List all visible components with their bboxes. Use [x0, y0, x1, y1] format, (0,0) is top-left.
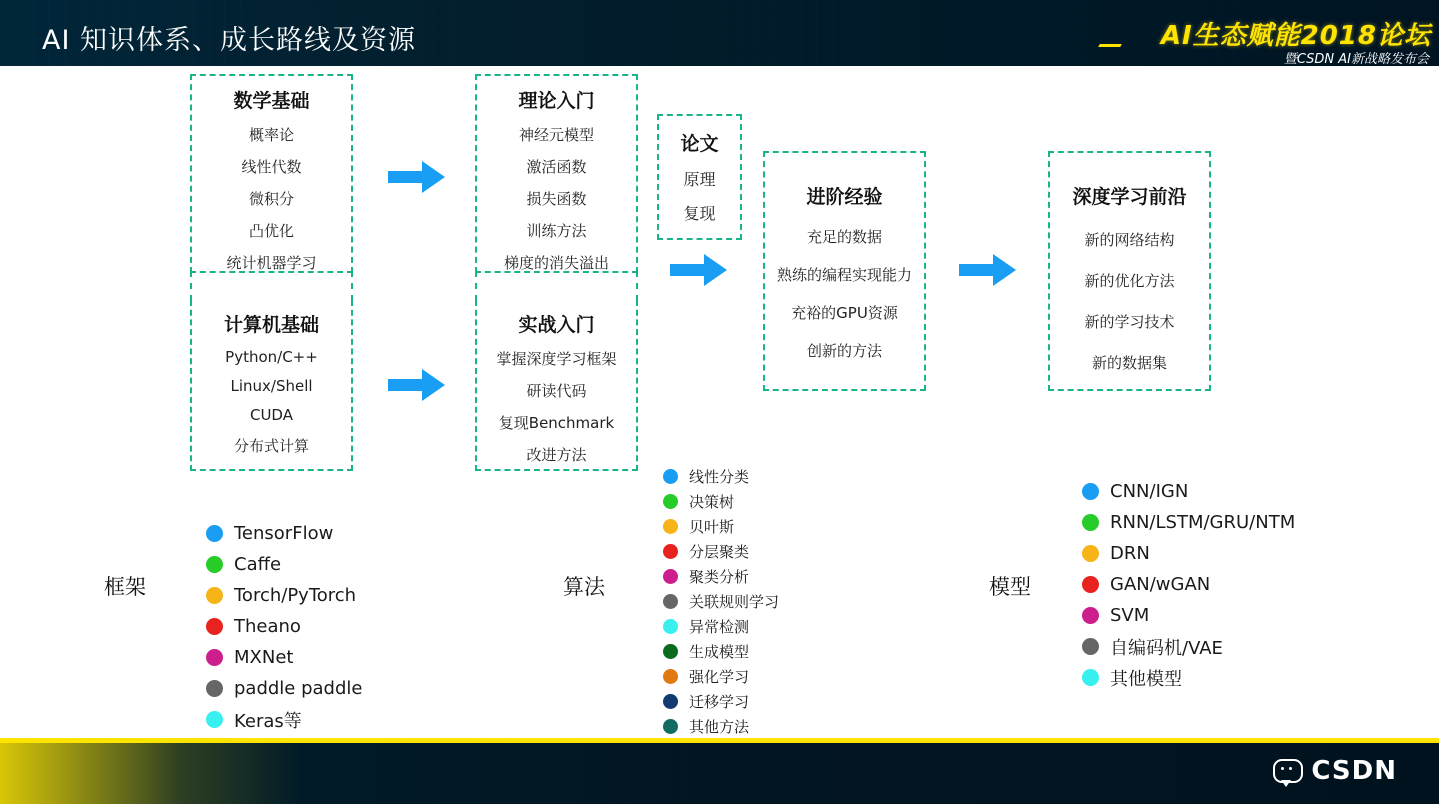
legend-color-dot: [663, 469, 678, 484]
box-practice-intro: [475, 300, 638, 471]
legend-item: [206, 611, 363, 642]
arrow-right-icon: [959, 251, 1017, 289]
box-item: 神经元模型: [518, 126, 594, 144]
legend-item-label: 分层聚类: [689, 543, 750, 561]
arrow-right-icon: [670, 251, 728, 289]
legend-color-dot: [663, 494, 678, 509]
box-item: 复现Benchmark: [498, 414, 615, 432]
legend-color-dot: [663, 519, 678, 534]
box-item: 充裕的GPU资源: [791, 304, 898, 322]
box-item: 新的优化方法: [1084, 272, 1175, 290]
legend-item-label: DRN: [1110, 543, 1150, 564]
box-item: 掌握深度学习框架: [496, 350, 617, 368]
legend-models: [1082, 476, 1295, 693]
legend-item-label: 强化学习: [689, 668, 750, 686]
box-item: 改进方法: [526, 446, 587, 464]
legend-color-dot: [206, 587, 223, 604]
legend-color-dot: [1082, 576, 1099, 593]
legend-color-dot: [663, 644, 678, 659]
box-paper: [657, 114, 742, 240]
box-item: 统计机器学习: [226, 254, 317, 272]
box-item: 新的网络结构: [1084, 231, 1175, 249]
legend-item-label: RNN/LSTM/GRU/NTM: [1110, 512, 1296, 533]
legend-color-dot: [663, 719, 678, 734]
csdn-logo-text: CSDN: [1311, 756, 1397, 786]
legend-item: [663, 689, 779, 714]
legend-item-label: Torch/PyTorch: [234, 585, 357, 606]
legend-item: [206, 549, 363, 580]
legend-item: [1082, 600, 1295, 631]
legend-item-label: CNN/IGN: [1110, 481, 1189, 502]
legend-item: [1082, 631, 1295, 662]
legend-item-label: MXNet: [234, 647, 294, 668]
box-deep-learning-frontier: [1048, 151, 1211, 391]
legend-color-dot: [663, 694, 678, 709]
legend-item-label: 其他模型: [1110, 668, 1182, 690]
page-header: [0, 0, 1439, 66]
legend-item-label: 线性分类: [689, 468, 750, 486]
legend-item: [663, 664, 779, 689]
box-title: 论文: [680, 133, 719, 155]
box-connector-left: [190, 271, 192, 303]
legend-item: [663, 589, 779, 614]
legend-color-dot: [206, 711, 223, 728]
box-title: 深度学习前沿: [1072, 186, 1187, 208]
legend-item-label: paddle paddle: [234, 678, 363, 699]
legend-algorithms: [663, 464, 779, 739]
legend-color-dot: [206, 556, 223, 573]
legend-item: [663, 614, 779, 639]
box-title: 进阶经验: [806, 186, 883, 208]
box-item: 创新的方法: [806, 342, 882, 360]
box-item: Python/C++: [225, 348, 318, 366]
event-brand: [1019, 0, 1439, 66]
brand-sub-text: 暨CSDN AI新战略发布会: [1283, 52, 1429, 66]
arrow-right-icon: [388, 158, 446, 196]
legend-color-dot: [663, 569, 678, 584]
legend-item-label: 异常检测: [689, 618, 750, 636]
legend-color-dot: [1082, 545, 1099, 562]
legend-title-models: 模型: [989, 575, 1031, 599]
box-item: 梯度的消失溢出: [503, 254, 609, 272]
legend-item-label: 生成模型: [689, 643, 750, 661]
box-item: 激活函数: [526, 158, 587, 176]
box-item: CUDA: [249, 406, 293, 424]
legend-color-dot: [663, 594, 678, 609]
box-item: 线性代数: [241, 158, 302, 176]
legend-color-dot: [663, 669, 678, 684]
box-title: 数学基础: [233, 90, 310, 112]
legend-color-dot: [1082, 607, 1099, 624]
csdn-logo: [1273, 756, 1397, 786]
legend-item: [1082, 662, 1295, 693]
legend-color-dot: [206, 525, 223, 542]
legend-color-dot: [663, 619, 678, 634]
box-item: 损失函数: [526, 190, 587, 208]
legend-item-label: 自编码机/VAE: [1110, 637, 1223, 659]
box-item: 概率论: [248, 126, 294, 144]
box-item: 原理: [683, 170, 716, 189]
legend-item-label: SVM: [1110, 605, 1150, 626]
box-connector-right: [636, 271, 638, 303]
legend-item: [1082, 569, 1295, 600]
legend-item-label: 决策树: [689, 493, 735, 511]
page-title: AI 知识体系、成长路线及资源: [42, 25, 417, 56]
diagram-canvas: [0, 66, 1439, 738]
legend-color-dot: [206, 618, 223, 635]
legend-frameworks: [206, 518, 363, 735]
box-theory-intro: [475, 74, 638, 273]
legend-item-label: 其他方法: [689, 718, 750, 736]
box-title: 计算机基础: [223, 314, 319, 336]
legend-item: [663, 489, 779, 514]
legend-item: [663, 564, 779, 589]
legend-item: [206, 642, 363, 673]
legend-item-label: GAN/wGAN: [1110, 574, 1211, 595]
box-item: 微积分: [248, 190, 294, 208]
box-connector-left: [475, 271, 477, 303]
box-item: Linux/Shell: [230, 377, 313, 395]
legend-item: [1082, 476, 1295, 507]
footer-light-streak: [0, 743, 300, 804]
legend-item: [206, 704, 363, 735]
legend-item: [206, 580, 363, 611]
legend-item-label: 关联规则学习: [689, 593, 780, 611]
box-item: 凸优化: [248, 222, 294, 240]
legend-item-label: Caffe: [234, 554, 282, 575]
legend-item: [206, 673, 363, 704]
legend-item: [663, 639, 779, 664]
box-item: 训练方法: [526, 222, 587, 240]
legend-color-dot: [1082, 669, 1099, 686]
legend-item: [663, 514, 779, 539]
brand-main-text: AI生态赋能2018论坛: [1160, 21, 1431, 51]
box-math-foundation: [190, 74, 353, 273]
legend-item-label: TensorFlow: [234, 523, 334, 544]
legend-item-label: Keras等: [234, 710, 302, 732]
legend-color-dot: [663, 544, 678, 559]
wechat-icon: [1273, 759, 1303, 783]
legend-item: [663, 714, 779, 739]
box-item: 新的数据集: [1091, 354, 1167, 372]
legend-item: [206, 518, 363, 549]
legend-item: [663, 539, 779, 564]
legend-color-dot: [1082, 514, 1099, 531]
box-connector-right: [351, 271, 353, 303]
arrow-right-icon: [388, 366, 446, 404]
legend-color-dot: [1082, 483, 1099, 500]
box-item: 熟练的编程实现能力: [776, 266, 912, 284]
box-item: 新的学习技术: [1084, 313, 1175, 331]
page-footer: [0, 738, 1439, 804]
legend-item-label: Theano: [234, 616, 301, 637]
legend-item-label: 聚类分析: [689, 568, 750, 586]
legend-title-frameworks: 框架: [104, 575, 146, 599]
box-item: 复现: [683, 204, 716, 223]
box-title: 实战入门: [518, 314, 595, 336]
box-title: 理论入门: [518, 90, 595, 112]
box-item: 充足的数据: [806, 228, 882, 246]
box-item: 研读代码: [526, 382, 587, 400]
legend-color-dot: [1082, 638, 1099, 655]
legend-item-label: 迁移学习: [689, 693, 750, 711]
brand-slash-decor: [1098, 44, 1122, 47]
legend-item: [663, 464, 779, 489]
legend-color-dot: [206, 649, 223, 666]
box-cs-foundation: [190, 300, 353, 471]
legend-title-algorithms: 算法: [563, 575, 605, 599]
box-advanced-experience: [763, 151, 926, 391]
legend-item: [1082, 507, 1295, 538]
legend-color-dot: [206, 680, 223, 697]
box-item: 分布式计算: [233, 437, 309, 455]
legend-item: [1082, 538, 1295, 569]
legend-item-label: 贝叶斯: [689, 518, 735, 536]
